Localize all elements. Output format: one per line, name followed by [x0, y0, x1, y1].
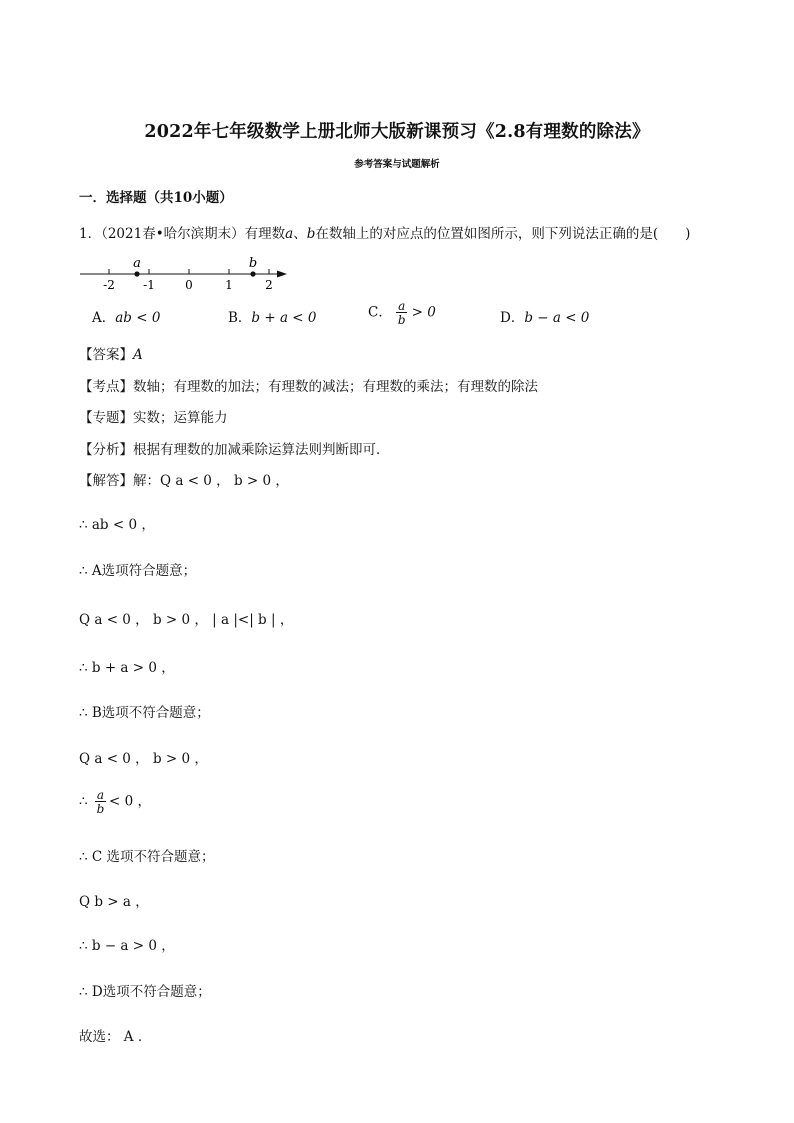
- solution-step-1: ∴ ab < 0 ，: [79, 517, 155, 533]
- document-title: 2022年七年级数学上册北师大版新课预习《2.8有理数的除法》: [144, 122, 650, 142]
- question-stem: [79, 222, 690, 242]
- number-line-figure: [78, 254, 308, 296]
- option-a-expr: ab < 0: [115, 310, 161, 326]
- solution-step-8: ∴ C 选项不符合题意；: [79, 849, 215, 865]
- option-c-numerator: a: [398, 299, 406, 313]
- number-line-tick-label: -1: [143, 278, 155, 292]
- number-line-ticks: [103, 269, 273, 292]
- option-c-label: C．: [368, 304, 392, 321]
- option-d-expr: b − a < 0: [524, 310, 590, 326]
- section-heading: 一．选择题（共10小题）: [79, 190, 233, 206]
- option-d[interactable]: [500, 306, 589, 326]
- zhuanti-line: [79, 406, 228, 426]
- option-b[interactable]: [228, 306, 317, 326]
- solution-step-9: Q b > a ，: [79, 894, 149, 910]
- solution-step-11: ∴ D选项不符合题意；: [79, 984, 211, 1000]
- point-b-marker: [250, 271, 255, 276]
- option-c-rest: > 0: [407, 304, 436, 321]
- solution-step-7-fraction: [95, 789, 106, 815]
- question-sep: 、: [293, 226, 307, 242]
- option-b-label: B．: [228, 310, 252, 326]
- zhuanti-value: 实数；运算能力: [133, 410, 228, 426]
- fenxi-line: [79, 438, 390, 458]
- number-line-tick-label: 2: [265, 278, 273, 292]
- answer-line: [79, 343, 143, 363]
- question-text-before: 有理数: [244, 226, 286, 242]
- question-text-after: 在数轴上的对应点的位置如图所示，则下列说法正确的是( ): [315, 226, 691, 242]
- solution-step-5: ∴ B选项不符合题意；: [79, 705, 210, 721]
- answer-options: [92, 300, 732, 334]
- jieda-tag: 【解答】: [79, 473, 133, 489]
- jieda-line: [79, 469, 289, 489]
- point-b-label: b: [248, 256, 258, 271]
- kaodian-tag: 【考点】: [79, 379, 133, 395]
- solution-step-7-suffix: < 0 ，: [109, 793, 152, 810]
- number-line-tick-label: -2: [103, 278, 115, 292]
- option-a[interactable]: [92, 306, 160, 326]
- question-source: （2021春•哈尔滨期末）: [101, 226, 245, 242]
- option-c-fraction: [396, 300, 407, 326]
- solution-step-4: ∴ b + a > 0 ，: [79, 660, 175, 676]
- question-var-a: a: [285, 226, 294, 242]
- option-d-label: D．: [500, 310, 525, 326]
- option-a-label: A．: [92, 310, 116, 326]
- number-line-arrow: [277, 271, 287, 278]
- point-a-label: a: [133, 256, 141, 271]
- option-c[interactable]: [368, 300, 436, 326]
- option-b-expr: b + a < 0: [251, 310, 317, 326]
- answer-value: A: [133, 347, 143, 363]
- question-var-b: b: [306, 226, 316, 242]
- kaodian-value: 数轴；有理数的加法；有理数的减法；有理数的乘法；有理数的除法: [133, 379, 538, 395]
- solution-step-7-denominator: b: [96, 802, 105, 816]
- fenxi-value: 根据有理数的加减乘除运算法则判断即可．: [133, 442, 390, 458]
- point-a-marker: [134, 271, 139, 276]
- solution-step-7: [79, 789, 151, 815]
- solution-step-3: Q a < 0 ， b > 0 ， | a |<| b | ，: [79, 612, 294, 628]
- fenxi-tag: 【分析】: [79, 442, 133, 458]
- solution-step-6: Q a < 0 ， b > 0 ，: [79, 751, 208, 767]
- document-subtitle: 参考答案与试题解析: [354, 159, 440, 170]
- solution-step-7-numerator: a: [96, 788, 105, 802]
- option-c-denominator: b: [397, 313, 406, 327]
- number-line-tick-label: 1: [225, 278, 233, 292]
- number-line-tick-label: 0: [185, 278, 193, 292]
- solution-step-7-prefix: ∴: [79, 793, 88, 810]
- solution-step-12: 故选： A ．: [79, 1029, 152, 1045]
- solution-step-10: ∴ b − a > 0 ，: [79, 938, 175, 954]
- question-number: 1．: [79, 226, 102, 242]
- jieda-value: 解：Q a < 0 ， b > 0 ，: [133, 473, 289, 489]
- zhuanti-tag: 【专题】: [79, 410, 133, 426]
- answer-tag: 【答案】: [79, 347, 133, 363]
- solution-step-2: ∴ A选项符合题意；: [79, 563, 197, 579]
- kaodian-line: [79, 375, 538, 395]
